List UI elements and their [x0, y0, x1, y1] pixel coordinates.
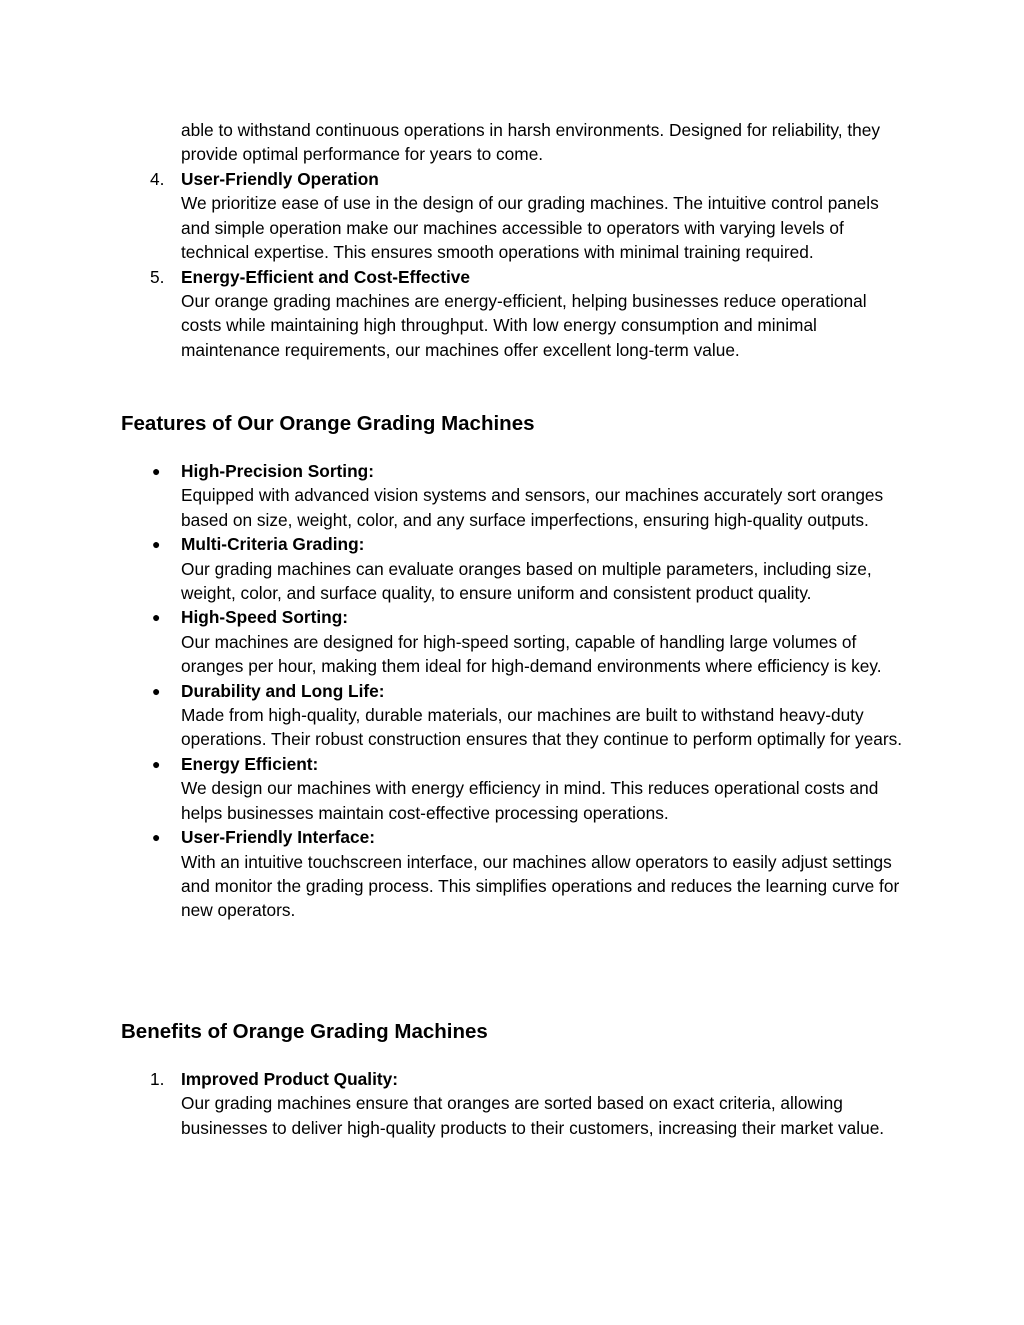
list-item — [150, 167, 906, 265]
list-item-title: Multi-Criteria Grading: — [181, 534, 365, 555]
list-item-title: Durability and Long Life: — [181, 680, 385, 701]
features-heading: Features of Our Orange Grading Machines — [121, 412, 535, 435]
list-item-body: Our orange grading machines are energy-efficient, helping businesses reduce operational costs while maintaining high throughput. With low energy consumption and minimal maintenance requirements, our machines offer excellent long-term value. — [181, 291, 867, 360]
list-item-body: With an intuitive touchscreen interface, our machines allow operators to easily adjust settings and monitor the grading process. This simplifies operations and reduces the learning curve for new operators. — [181, 851, 900, 921]
list-item-title: High-Precision Sorting: — [181, 461, 374, 481]
list-item-title: High-Speed Sorting: — [181, 607, 349, 628]
list-item — [152, 532, 906, 605]
list-item — [152, 459, 906, 532]
bullet-icon: ● — [152, 682, 161, 699]
list-item-title: User-Friendly Operation — [181, 169, 379, 189]
list-number: 1. — [150, 1069, 165, 1089]
list-item-body: Equipped with advanced vision systems and sensors, our machines accurately sort oranges based on size, weight, color, and any surface imperfections, ensuring high-quality outputs. — [181, 485, 884, 530]
list-item-body: Our grading machines can evaluate oranges based on multiple parameters, including size, weight, color, and surface quality, to ensure uniform and consistent product quality. — [181, 558, 872, 604]
intro-continuation-block — [0, 118, 1024, 167]
list-item-body: Our machines are designed for high-speed sorting, capable of handling large volumes of oranges per hour, making them ideal for high-demand environments where efficiency is key. — [181, 631, 882, 677]
list-number: 5. — [150, 266, 165, 287]
list-item-title: Energy Efficient: — [181, 753, 319, 774]
bullet-icon: ● — [152, 609, 161, 626]
list-item — [152, 605, 906, 678]
bullet-icon: ● — [152, 829, 161, 846]
features-list — [0, 459, 1024, 923]
list-item — [150, 1067, 906, 1140]
list-item-title: Improved Product Quality: — [181, 1069, 399, 1089]
list-item-title: User-Friendly Interface: — [181, 827, 375, 848]
list-item — [152, 752, 906, 825]
list-item-title: Energy-Efficient and Cost-Effective — [181, 266, 471, 287]
bullet-icon: ● — [152, 536, 161, 553]
bullet-icon: ● — [152, 463, 161, 479]
numbered-list-top — [0, 167, 1024, 362]
list-item-body: We design our machines with energy efficiency in mind. This reduces operational costs and helps businesses maintain cost-effective processing operations. — [181, 778, 879, 823]
list-item — [150, 265, 906, 363]
benefits-heading: Benefits of Orange Grading Machines — [121, 1020, 488, 1043]
list-item-body: Our grading machines ensure that oranges are sorted based on exact criteria, allowing businesses to deliver high-quality products to their customers, increasing their market value. — [181, 1093, 885, 1138]
list-item-body: Made from high-quality, durable materials, our machines are built to withstand heavy-duty operations. Their robust construction ensures that they continue to perform optimally for years. — [181, 705, 903, 750]
list-item-body: We prioritize ease of use in the design of our grading machines. The intuitive control panels and simple operation make our machines accessible to operators with varying levels of technical expertise. This ensures smooth operations with minimal training required. — [181, 193, 879, 263]
intro-continuation: able to withstand continuous operations in harsh environments. Designed for reliability, they provide optimal performance for years to come. — [181, 120, 881, 165]
list-item — [152, 679, 906, 752]
bullet-icon: ● — [152, 755, 161, 772]
list-item — [152, 825, 906, 923]
list-number: 4. — [150, 169, 165, 189]
benefits-list — [0, 1067, 1024, 1140]
